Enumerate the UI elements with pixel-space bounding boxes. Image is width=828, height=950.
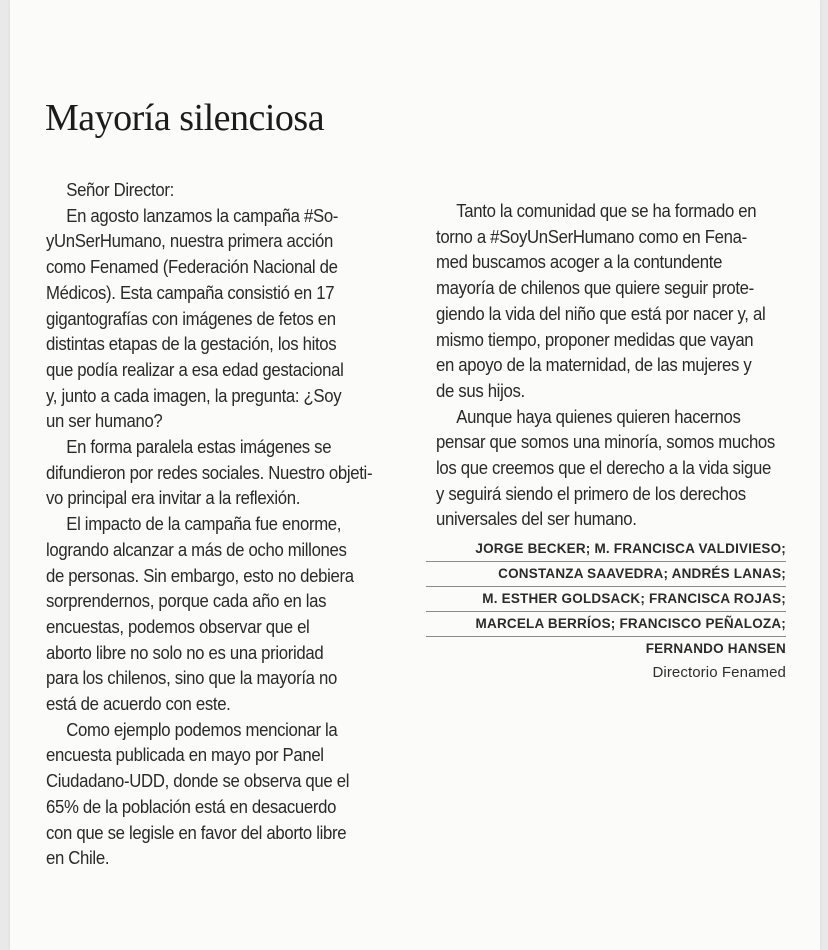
text-line: mismo tiempo, proponer medidas que vayan	[436, 329, 754, 350]
text-line: en apoyo de la maternidad, de las mujeres y	[436, 355, 752, 376]
text-line: gigantografías con imágenes de fetos en	[46, 308, 336, 329]
text-line: distintas etapas de la gestación, los hitos	[46, 334, 337, 355]
text-line: med buscamos acoger a la contundente	[436, 252, 723, 273]
right-column	[436, 199, 804, 533]
signer-line: FERNANDO HANSEN	[645, 641, 786, 656]
text-line: torno a #SoyUnSerHumano como en Fena-	[436, 226, 747, 247]
signer-line: MARCELA BERRÍOS; FRANCISCO PEÑALOZA;	[426, 612, 786, 637]
newspaper-page	[10, 0, 820, 950]
signers-block	[426, 537, 786, 661]
text-line: yUnSerHumano, nuestra primera acción	[46, 231, 333, 252]
left-column	[46, 178, 373, 872]
text-line: encuestas, podemos observar que el	[46, 616, 310, 637]
text-line: aborto libre no solo no es una prioridad	[46, 642, 324, 663]
organization-name: Directorio Fenamed	[652, 664, 786, 681]
text-line: En agosto lanzamos la campaña #So-	[66, 205, 339, 226]
text-line: vo principal era invitar a la reflexión.	[46, 488, 301, 509]
signer-line: CONSTANZA SAAVEDRA; ANDRÉS LANAS;	[426, 562, 786, 587]
text-line: con que se legisle en favor del aborto libre	[46, 822, 347, 843]
text-line: Ciudadano-UDD, donde se observa que el	[46, 771, 350, 792]
text-line: Señor Director:	[66, 180, 174, 200]
text-line: los que creemos que el derecho a la vida sigue	[436, 458, 771, 479]
text-line: encuesta publicada en mayo por Panel	[46, 745, 324, 766]
text-line: de personas. Sin embargo, esto no debiera	[46, 565, 354, 586]
text-line: y seguirá siendo el primero de los derechos	[436, 483, 746, 504]
text-line: que podía realizar a esa edad gestacional	[46, 359, 344, 380]
text-line: para los chilenos, sino que la mayoría no	[46, 668, 337, 689]
text-line: pensar que somos una minoría, somos muchos	[436, 432, 775, 453]
text-line: Como ejemplo podemos mencionar la	[66, 719, 338, 740]
text-line: logrando alcanzar a más de ocho millones	[46, 539, 347, 560]
text-line: está de acuerdo con este.	[46, 694, 231, 715]
text-line: de sus hijos.	[436, 380, 525, 401]
article-title: Mayoría silenciosa	[45, 97, 325, 139]
text-line: en Chile.	[46, 848, 110, 869]
text-line: Médicos). Esta campaña consistió en 17	[46, 282, 335, 303]
text-line: y, junto a cada imagen, la pregunta: ¿Soy	[46, 385, 342, 406]
text-line: difundieron por redes sociales. Nuestro objeti-	[46, 462, 373, 483]
text-line: un ser humano?	[46, 411, 163, 432]
text-line: 65% de la población está en desacuerdo	[46, 796, 337, 817]
text-line: Tanto la comunidad que se ha formado en	[456, 201, 757, 221]
text-line: universales del ser humano.	[436, 509, 637, 530]
text-line: En forma paralela estas imágenes se	[66, 437, 332, 458]
text-line: como Fenamed (Federación Nacional de	[46, 257, 338, 278]
text-line: giendo la vida del niño que está por nacer y, al	[436, 303, 766, 324]
signer-line: JORGE BECKER; M. FRANCISCA VALDIVIESO;	[426, 537, 786, 562]
text-line: mayoría de chilenos que quiere seguir prote-	[436, 278, 754, 299]
text-line: Aunque haya quienes quieren hacernos	[456, 406, 741, 427]
text-line: sorprendernos, porque cada año en las	[46, 591, 327, 612]
signer-line: M. ESTHER GOLDSACK; FRANCISCA ROJAS;	[426, 587, 786, 612]
text-line: El impacto de la campaña fue enorme,	[66, 514, 342, 535]
